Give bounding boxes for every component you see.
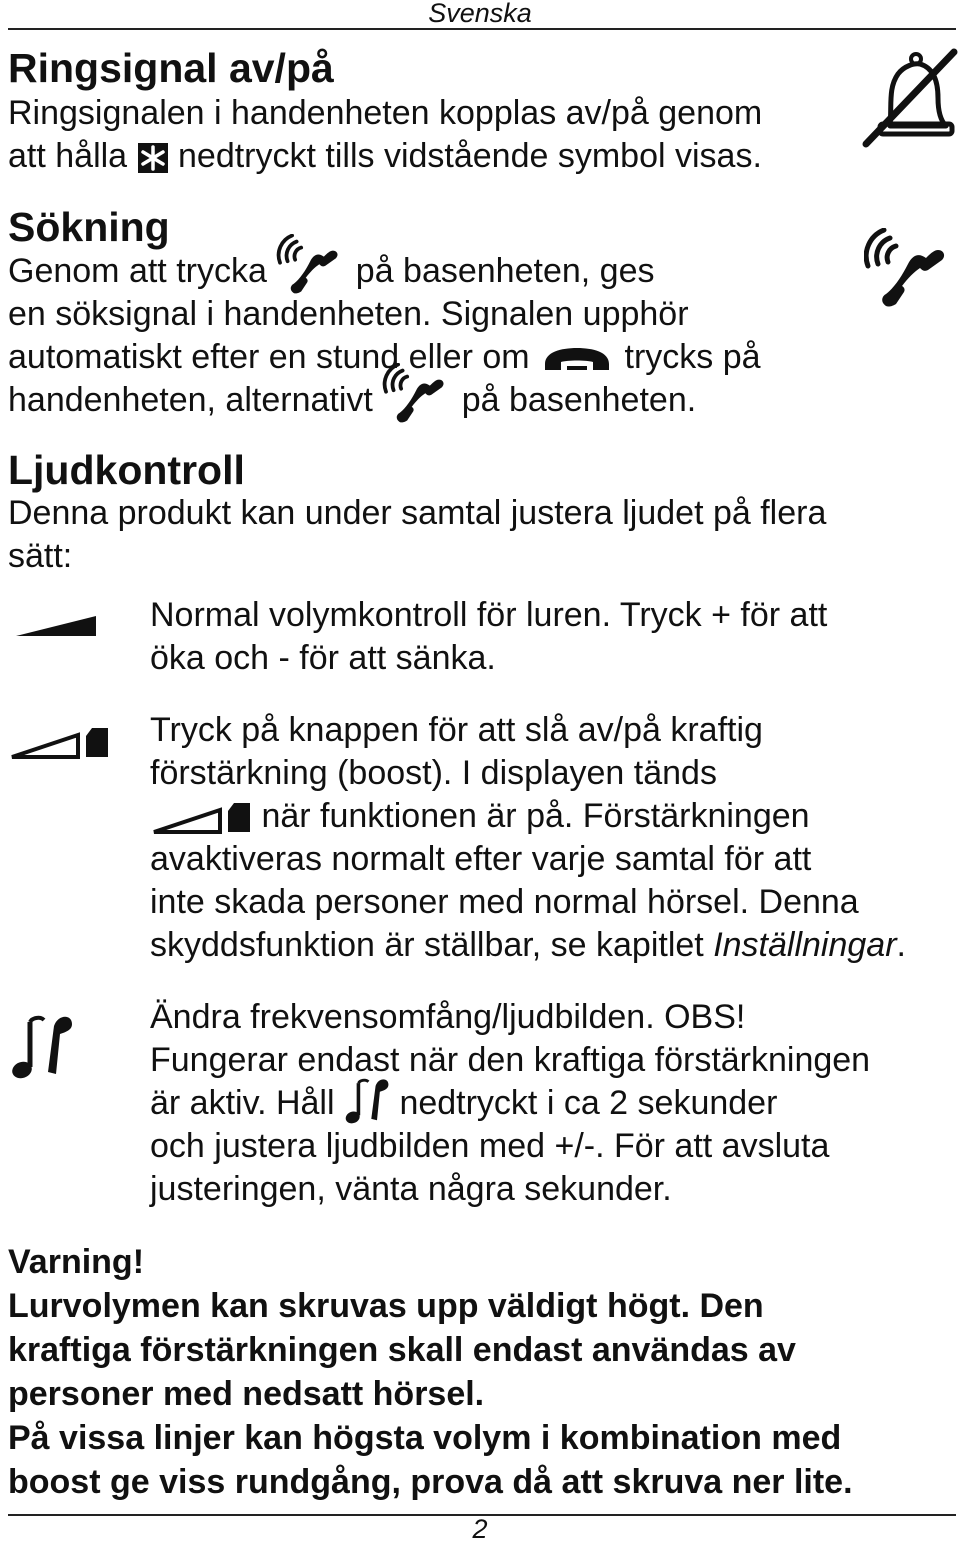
settings-chapter-ref: Inställningar [713,926,897,964]
ljudkontroll-intro-line-1: Denna produkt kan under samtal justera ljudet på flera [8,494,827,532]
ringsignal-title: Ringsignal av/på [8,45,334,91]
warning-line-4: På vissa linjer kan högsta volym i kombination med [8,1419,842,1457]
boost-line-4: avaktiveras normalt efter varje samtal för att [150,840,812,878]
hangup-icon [539,344,615,374]
ljudkontroll-title: Ljudkontroll [8,447,245,493]
music-note-icon [10,1012,74,1087]
tone-line-3a: är aktiv. Håll [150,1084,335,1122]
ljudkontroll-intro [8,492,826,578]
tone-line-5: justeringen, vänta några sekunder. [150,1170,672,1208]
boost-text [150,709,906,967]
sokning-line-1b: på basenheten, ges [355,252,655,290]
boost-icon-inline [150,801,252,835]
warning-line-3: personer med nedsatt hörsel. [8,1375,485,1413]
ringsignal-line-1: Ringsignalen i handenheten kopplas av/på genom [8,94,763,132]
boost-line-2: förstärkning (boost). I displayen tänds [150,754,717,792]
ringsignal-line-2a: att hålla [8,137,128,175]
boost-line-6a: skyddsfunktion är ställbar, se kapitlet [150,926,704,964]
tone-text [150,996,870,1211]
sokning-line-4a: handenheten, alternativt [8,381,373,419]
ringsignal-text [8,92,762,178]
sokning-line-4b: på basenheten. [461,381,697,419]
volume-line-2: öka och - för att sänka. [150,639,496,677]
volume-icon [14,614,98,643]
bell-off-icon [862,48,958,157]
volume-text [150,594,827,680]
paging-phone-icon [276,234,346,296]
ljudkontroll-intro-line-2: sätt: [8,537,73,575]
tone-line-1: Ändra frekvensomfång/ljudbilden. OBS! [150,998,746,1036]
music-note-icon-inline [344,1076,390,1126]
sokning-title: Sökning [8,204,170,250]
ringsignal-line-2b: nedtryckt tills vidstående symbol visas. [178,137,762,175]
sokning-line-2: en söksignal i handenheten. Signalen upphör [8,295,689,333]
paging-phone-icon-margin [864,228,954,315]
warning-text [8,1284,853,1504]
boost-line-1: Tryck på knappen för att slå av/på kraftig [150,711,763,749]
warning-title: Varning! [8,1243,145,1281]
sokning-line-3a: automatiskt efter en stund eller om [8,338,530,376]
boost-icon [8,726,110,765]
warning-line-1: Lurvolymen kan skruvas upp väldigt högt. Den [8,1287,764,1325]
sokning-text [8,250,761,422]
tone-line-2: Fungerar endast när den kraftiga förstärkningen [150,1041,871,1079]
warning-line-5: boost ge viss rundgång, prova då att skruva ner lite. [8,1463,853,1501]
volume-line-1: Normal volymkontroll för luren. Tryck + för att [150,596,828,634]
header-rule [8,28,956,30]
warning-line-2: kraftiga förstärkningen skall endast användas av [8,1331,796,1369]
boost-line-3: när funktionen är på. Förstärkningen [261,797,810,835]
sokning-line-1a: Genom att trycka [8,252,267,290]
tone-line-3b: nedtryckt i ca 2 sekunder [399,1084,778,1122]
boost-line-5: inte skada personer med normal hörsel. Denna [150,883,859,921]
paging-phone-icon-inline [382,363,452,425]
boost-line-6c: . [896,926,906,964]
page-number: 2 [472,1514,488,1544]
sokning-line-3b: trycks på [624,338,761,376]
tone-line-4: och justera ljudbilden med +/-. För att avsluta [150,1127,830,1165]
header-language: Svenska [428,0,532,28]
star-key-icon [137,142,169,174]
